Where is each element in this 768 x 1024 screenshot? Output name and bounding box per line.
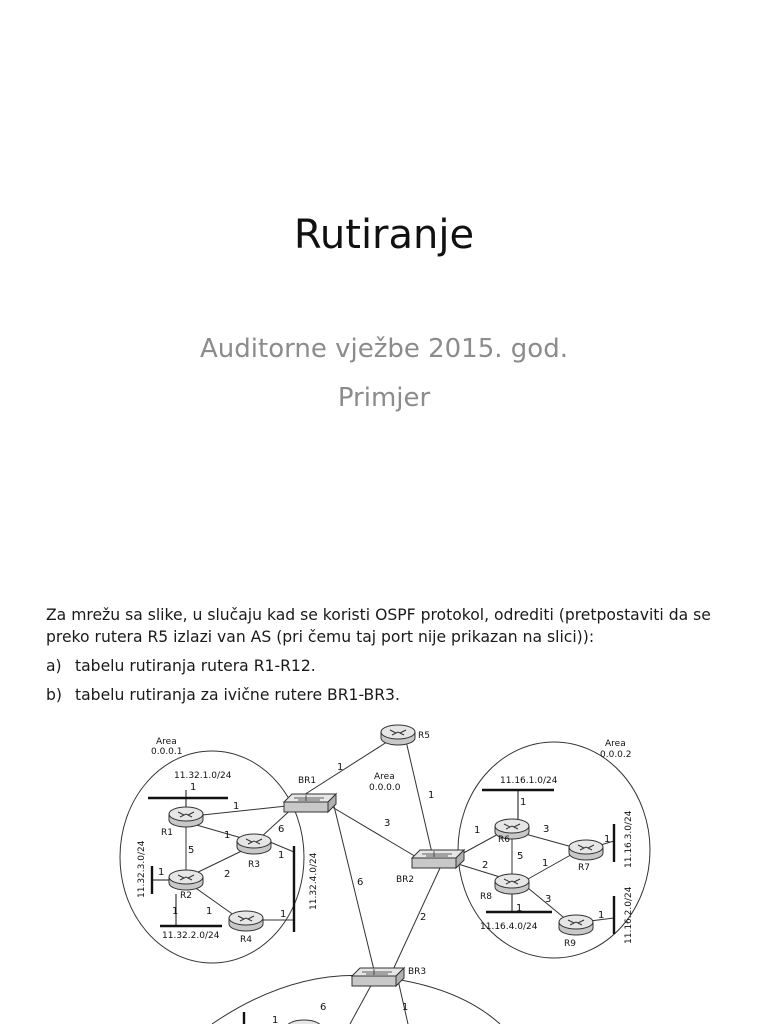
cost-bottom-left: 1 (272, 1015, 279, 1024)
router-r2[interactable] (169, 870, 203, 890)
cost-r2-n3: 1 (158, 867, 165, 878)
cost-r4-n4: 1 (280, 909, 287, 920)
border-router-br2[interactable] (412, 850, 464, 868)
slide-subtitle-line-2: Primjer (337, 383, 431, 413)
cost-r1-n1: 1 (190, 782, 197, 793)
router-r5-label: R5 (418, 731, 430, 741)
network-11-32-2-0: 11.32.2.0/24 (162, 931, 220, 941)
router-r7[interactable] (569, 840, 603, 860)
cost-br2-r8: 2 (482, 860, 489, 871)
router-r8[interactable] (495, 874, 529, 894)
border-router-br3[interactable] (352, 968, 404, 986)
area-2-id: 0.0.0.2 (600, 750, 632, 760)
cost-br2-br3: 2 (420, 912, 427, 923)
cost-r2-r3: 2 (224, 869, 231, 880)
cost-r8-r9: 3 (545, 894, 552, 905)
cost-r1-r3: 1 (224, 830, 231, 841)
router-r4-label: R4 (240, 935, 252, 945)
router-r9[interactable] (559, 915, 593, 935)
router-r5[interactable] (381, 725, 415, 745)
network-11-32-3-0: 11.32.3.0/24 (137, 840, 147, 898)
border-router-br3-label: BR3 (408, 967, 427, 977)
task-intro-line-1: Za mrežu sa slike, u slučaju kad se koristi OSPF protokol, odrediti (pretpostaviti da se (46, 606, 711, 624)
task-intro-line-2: preko rutera R5 izlazi van AS (pri čemu taj port nije prikazan na slici)): (46, 628, 595, 646)
task-item-text: tabelu rutiranja za ivične rutere BR1-BR3. (75, 686, 400, 704)
cost-r2-n2: 1 (172, 906, 179, 917)
router-r3-label: R3 (248, 860, 260, 870)
task-item-marker: a) (46, 657, 62, 675)
task-slide (0, 576, 768, 1024)
network-11-32-1-0: 11.32.1.0/24 (174, 771, 232, 781)
router-r8-label: R8 (480, 892, 492, 902)
cost-r2-r4: 1 (206, 906, 213, 917)
task-item-marker: b) (46, 686, 62, 704)
border-router-br1-label: BR1 (298, 776, 317, 786)
cost-r5-br1: 1 (337, 762, 344, 773)
router-bottom-partial[interactable] (287, 1020, 321, 1024)
cost-br3-right: 1 (402, 1002, 409, 1013)
network-11-16-4-0: 11.16.4.0/24 (480, 922, 538, 932)
router-r4[interactable] (229, 911, 263, 931)
cost-br3-left: 6 (320, 1002, 327, 1013)
router-r1[interactable] (169, 807, 203, 827)
cost-br2-r6: 1 (474, 825, 481, 836)
cost-r3-n4: 1 (278, 850, 285, 861)
area-2-label: Area (605, 739, 626, 749)
cost-r1-r2: 5 (188, 845, 195, 856)
slide-subtitle-line-1: Auditorne vježbe 2015. god. (200, 334, 568, 364)
cost-br1-r3: 6 (278, 824, 285, 835)
cost-r8-n6: 1 (516, 903, 523, 914)
cost-r7-r8: 1 (542, 858, 549, 869)
router-r6-label: R6 (498, 835, 510, 845)
ospf-network-diagram (0, 576, 768, 1024)
border-router-br2-label: BR2 (396, 875, 415, 885)
area-0-label: Area (374, 772, 395, 782)
cost-r6-n5: 1 (520, 797, 527, 808)
area-1-id: 0.0.0.1 (151, 747, 183, 757)
area-1-label: Area (156, 737, 177, 747)
cost-br1-br2: 3 (384, 818, 391, 829)
router-r7-label: R7 (578, 863, 590, 873)
router-r9-label: R9 (564, 939, 576, 949)
cost-r6-r8: 5 (517, 851, 524, 862)
slide-title: Rutiranje (293, 212, 475, 258)
network-11-16-1-0: 11.16.1.0/24 (500, 776, 558, 786)
border-router-br1[interactable] (284, 794, 336, 812)
network-11-16-2-0: 11.16.2.0/24 (624, 886, 634, 944)
network-11-16-3-0: 11.16.3.0/24 (624, 810, 634, 868)
cost-r7-n7: 1 (604, 834, 611, 845)
cost-r6-r7: 3 (543, 824, 550, 835)
router-r3[interactable] (237, 834, 271, 854)
cost-r5-br2: 1 (428, 790, 435, 801)
network-11-32-4-0: 11.32.4.0/24 (309, 852, 319, 910)
router-r1-label: R1 (161, 828, 173, 838)
cost-br1-br3: 6 (357, 877, 364, 888)
task-item-text: tabelu rutiranja rutera R1-R12. (75, 657, 316, 675)
router-r2-label: R2 (180, 891, 192, 901)
cost-r9-n8: 1 (598, 910, 605, 921)
area-0-id: 0.0.0.0 (369, 783, 401, 793)
cost-r1-br1: 1 (233, 801, 240, 812)
